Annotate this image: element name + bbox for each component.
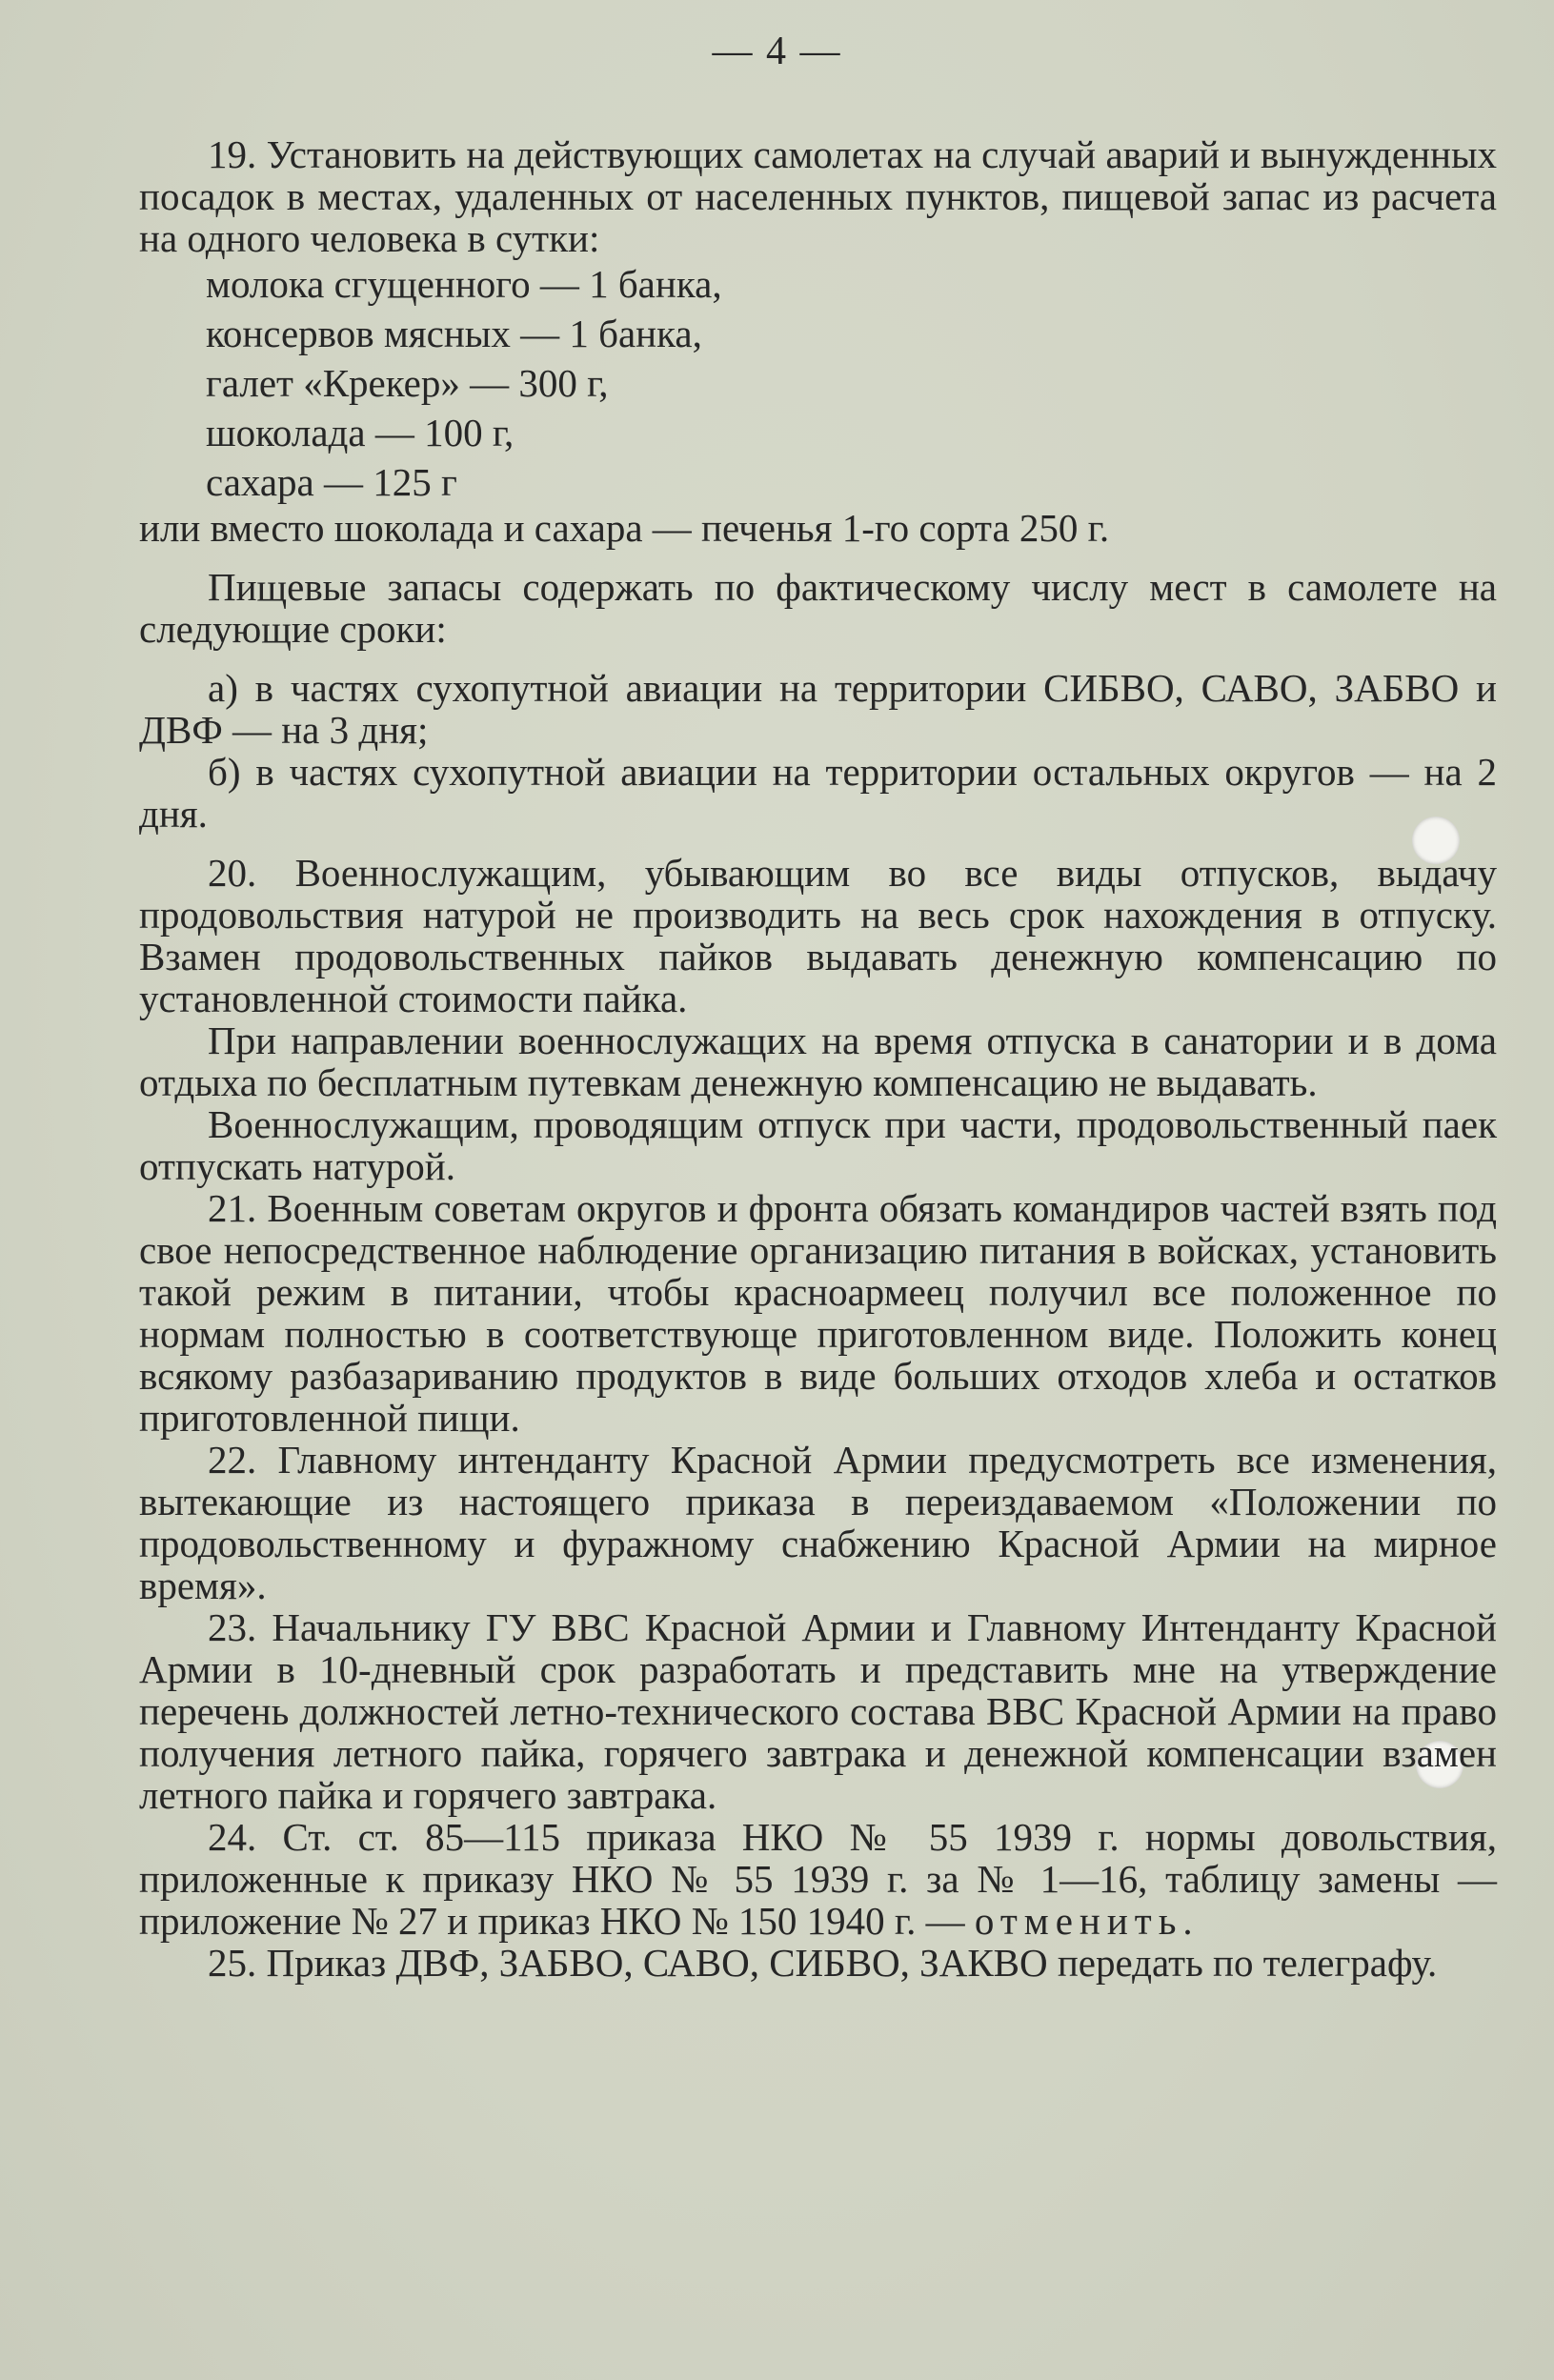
item-20-paragraph: При направлении военнослужащих на время отпуска в санатории и в дома отдыха по бесплатным путевкам денежную компенсацию не выдавать. bbox=[139, 1019, 1497, 1104]
item-24-text: 24. Ст. ст. 85—115 приказа НКО № 55 1939 г. нормы довольствия, приложенные к приказу НКО № 55 1939 г. за № 1—16, таблицу замены — приложение № 27 и приказ НКО № 150 1940 г. — bbox=[139, 1815, 1497, 1943]
item-19-intro: 19. Установить на действующих самолетах на случай аварий и вынужденных посадок в местах, удаленных от населенных пунктов, пищевой запас из расчета на одного человека в сутки: bbox=[139, 132, 1497, 260]
item-24-verb: отменить. bbox=[974, 1899, 1200, 1943]
ration-item: шоколада — 100 г, bbox=[206, 411, 515, 454]
ration-item: консервов мясных — 1 банка, bbox=[206, 312, 702, 355]
item-22: 22. Главному интенданту Красной Армии предусмотреть все изменения, вытекающие из настоящего приказа в переиздаваемом «Положении по продовольственному и фуражному снабжению Красной Армии на мирное время». bbox=[139, 1438, 1497, 1607]
page-number: — 4 — bbox=[712, 30, 842, 73]
item-25: 25. Приказ ДВФ, ЗАБВО, САВО, СИБВО, ЗАКВО передать по телеграфу. bbox=[208, 1941, 1438, 1985]
item-19-term-b: б) в частях сухопутной авиации на территории остальных округов — на 2 дня. bbox=[139, 750, 1497, 836]
item-20-paragraph: 20. Военнослужащим, убывающим во все виды отпусков, выдачу продовольствия натурой не производить на весь срок нахождения в отпуску. Взамен продовольственных пайков выдавать денежную компенсацию по установленной стоимости пайка. bbox=[139, 851, 1497, 1020]
item-23: 23. Начальнику ГУ ВВС Красной Армии и Главному Интенданту Красной Армии в 10-дневный срок разработать и представить мне на утверждение перечень должностей летно-технического состава ВВС Красной Армии на право получения летного пайка, горячего завтрака и денежной компенсации взамен летного пайка и горячего завтрака. bbox=[139, 1605, 1497, 1817]
item-24 bbox=[139, 1816, 1497, 1942]
ration-list bbox=[206, 259, 1497, 507]
ration-item: сахара — 125 г bbox=[206, 460, 457, 504]
item-21: 21. Военным советам округов и фронта обязать командиров частей взять под свое непосредственное наблюдение организацию питания в войсках, установить такой режим в питании, чтобы красноармеец получил все положенное по нормам полностью в соответствующе приготовленном виде. Положить конец всякому разбазариванию продуктов в виде больших отходов хлеба и остатков приготовленной пищи. bbox=[139, 1186, 1497, 1440]
ration-item: галет «Крекер» — 300 г, bbox=[206, 361, 609, 405]
document-body bbox=[139, 133, 1497, 1984]
item-19-alternative: или вместо шоколада и сахара — печенья 1-го сорта 250 г. bbox=[139, 506, 1110, 550]
item-19-storage: Пищевые запасы содержать по фактическому числу мест в самолете на следующие сроки: bbox=[139, 565, 1497, 651]
item-20-paragraph: Военнослужащим, проводящим отпуск при части, продовольственный паек отпускать натурой. bbox=[139, 1102, 1497, 1188]
item-19-term-a: а) в частях сухопутной авиации на территории СИБВО, САВО, ЗАБВО и ДВФ — на 3 дня; bbox=[139, 666, 1497, 752]
ration-item: молока сгущенного — 1 банка, bbox=[206, 262, 722, 306]
